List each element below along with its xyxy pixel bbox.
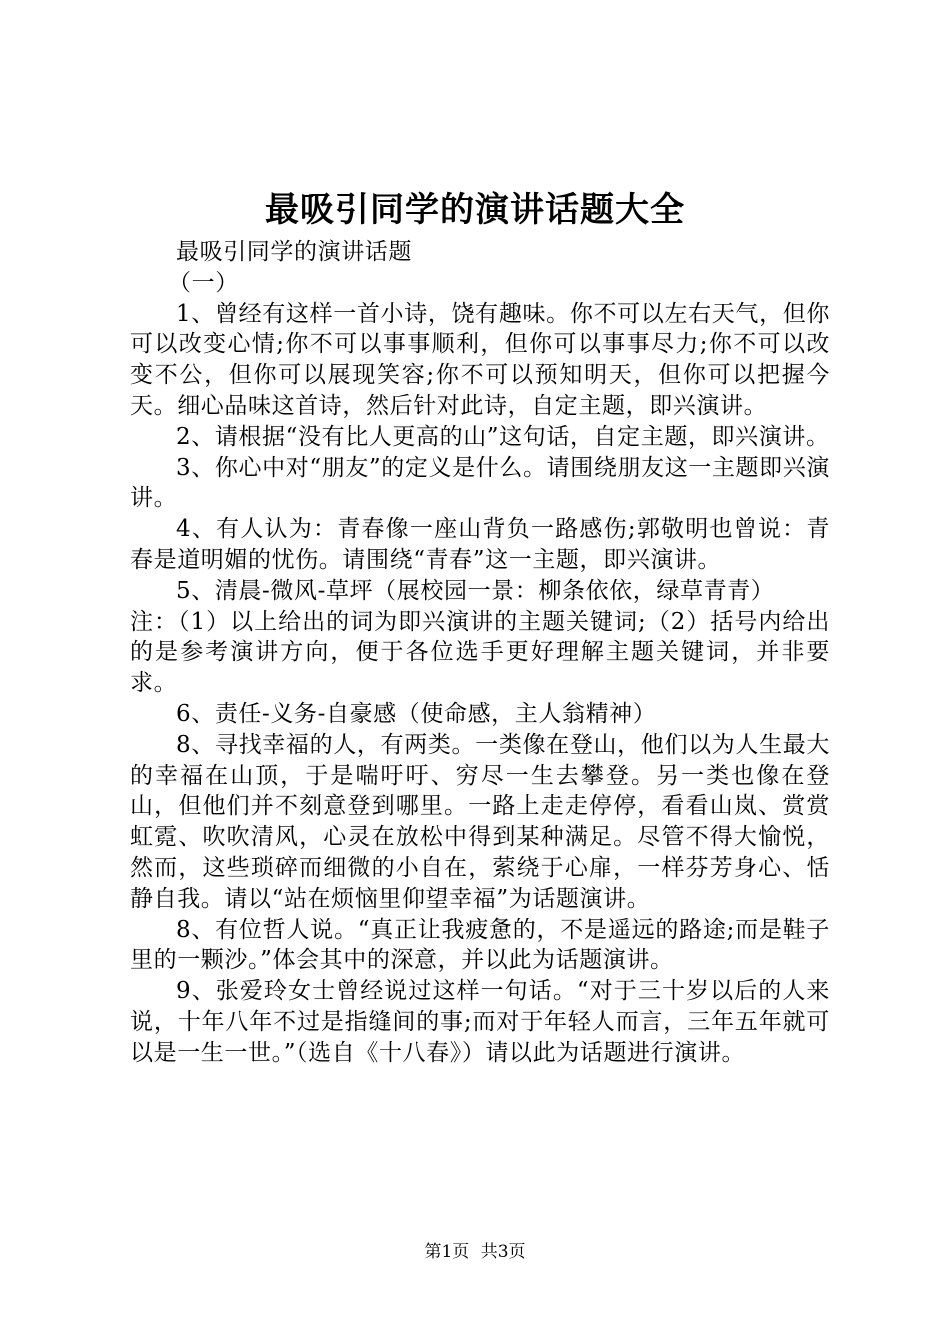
page-number: 第1页 bbox=[424, 1242, 470, 1262]
paragraph-1: 1、曾经有这样一首小诗，饶有趣味。你不可以左右天气，但你可以改变心情;你不可以事事顺利，但你可以事事尽力;你不可以改变不公，但你可以展现笑容;你不可以预知明天，但你可以把握今天。细心品味这首诗，然后针对此诗，自定主题，即兴演讲。 bbox=[130, 300, 830, 419]
paragraph-4: 4、有人认为：青春像一座山背负一路感伤;郭敬明也曾说：青春是道明媚的忧伤。请围绕“青春”这一主题，即兴演讲。 bbox=[130, 516, 830, 573]
document-body bbox=[130, 237, 830, 1069]
paragraph-8b: 8、有位哲人说。“真正让我疲惫的，不是遥远的路途;而是鞋子里的一颗沙。”体会其中的深意，并以此为话题演讲。 bbox=[130, 916, 830, 974]
page-total: 共3页 bbox=[480, 1242, 526, 1262]
paragraph-5: 5、清晨-微风-草坪（展校园一景：柳条依依，绿草青青） bbox=[176, 577, 775, 604]
paragraph-9: 9、张爱玲女士曾经说过这样一句话。“对于三十岁以后的人来说，十年八年不过是指缝间的事;而对于年轻人而言，三年五年就可以是一生一世。”（选自《十八春》）请以此为话题进行演讲。 bbox=[130, 978, 830, 1066]
document-title: 最吸引同学的演讲话题大全 bbox=[265, 190, 685, 230]
page-footer bbox=[0, 1240, 950, 1264]
paragraph-note: 注：（1）以上给出的词为即兴演讲的主题关键词;（2）括号内给出的是参考演讲方向，便于各位选手更好理解主题关键词，并非要求。 bbox=[130, 608, 830, 697]
paragraph-8a: 8、寻找幸福的人，有两类。一类像在登山，他们以为人生最大的幸福在山顶，于是喘吁吁、穷尽一生去攀登。另一类也像在登山，但他们并不刻意登到哪里。一路上走走停停，看看山岚、赏赏虹霓、吹吹清风，心灵在放松中得到某种满足。尽管不得大愉悦，然而，这些琐碎而细微的小自在，萦绕于心扉，一样芬芳身心、恬静自我。请以“站在烦恼里仰望幸福”为话题演讲。 bbox=[130, 731, 830, 912]
paragraph-2: 2、请根据“没有比人更高的山”这句话，自定主题，即兴演讲。 bbox=[176, 423, 830, 450]
document-subtitle: 最吸引同学的演讲话题 bbox=[176, 239, 412, 265]
section-heading: （一） bbox=[168, 269, 239, 296]
paragraph-3: 3、你心中对“朋友”的定义是什么。请围绕朋友这一主题即兴演讲。 bbox=[130, 454, 830, 512]
paragraph-6: 6、责任-义务-自豪感（使命感，主人翁精神） bbox=[176, 700, 657, 727]
